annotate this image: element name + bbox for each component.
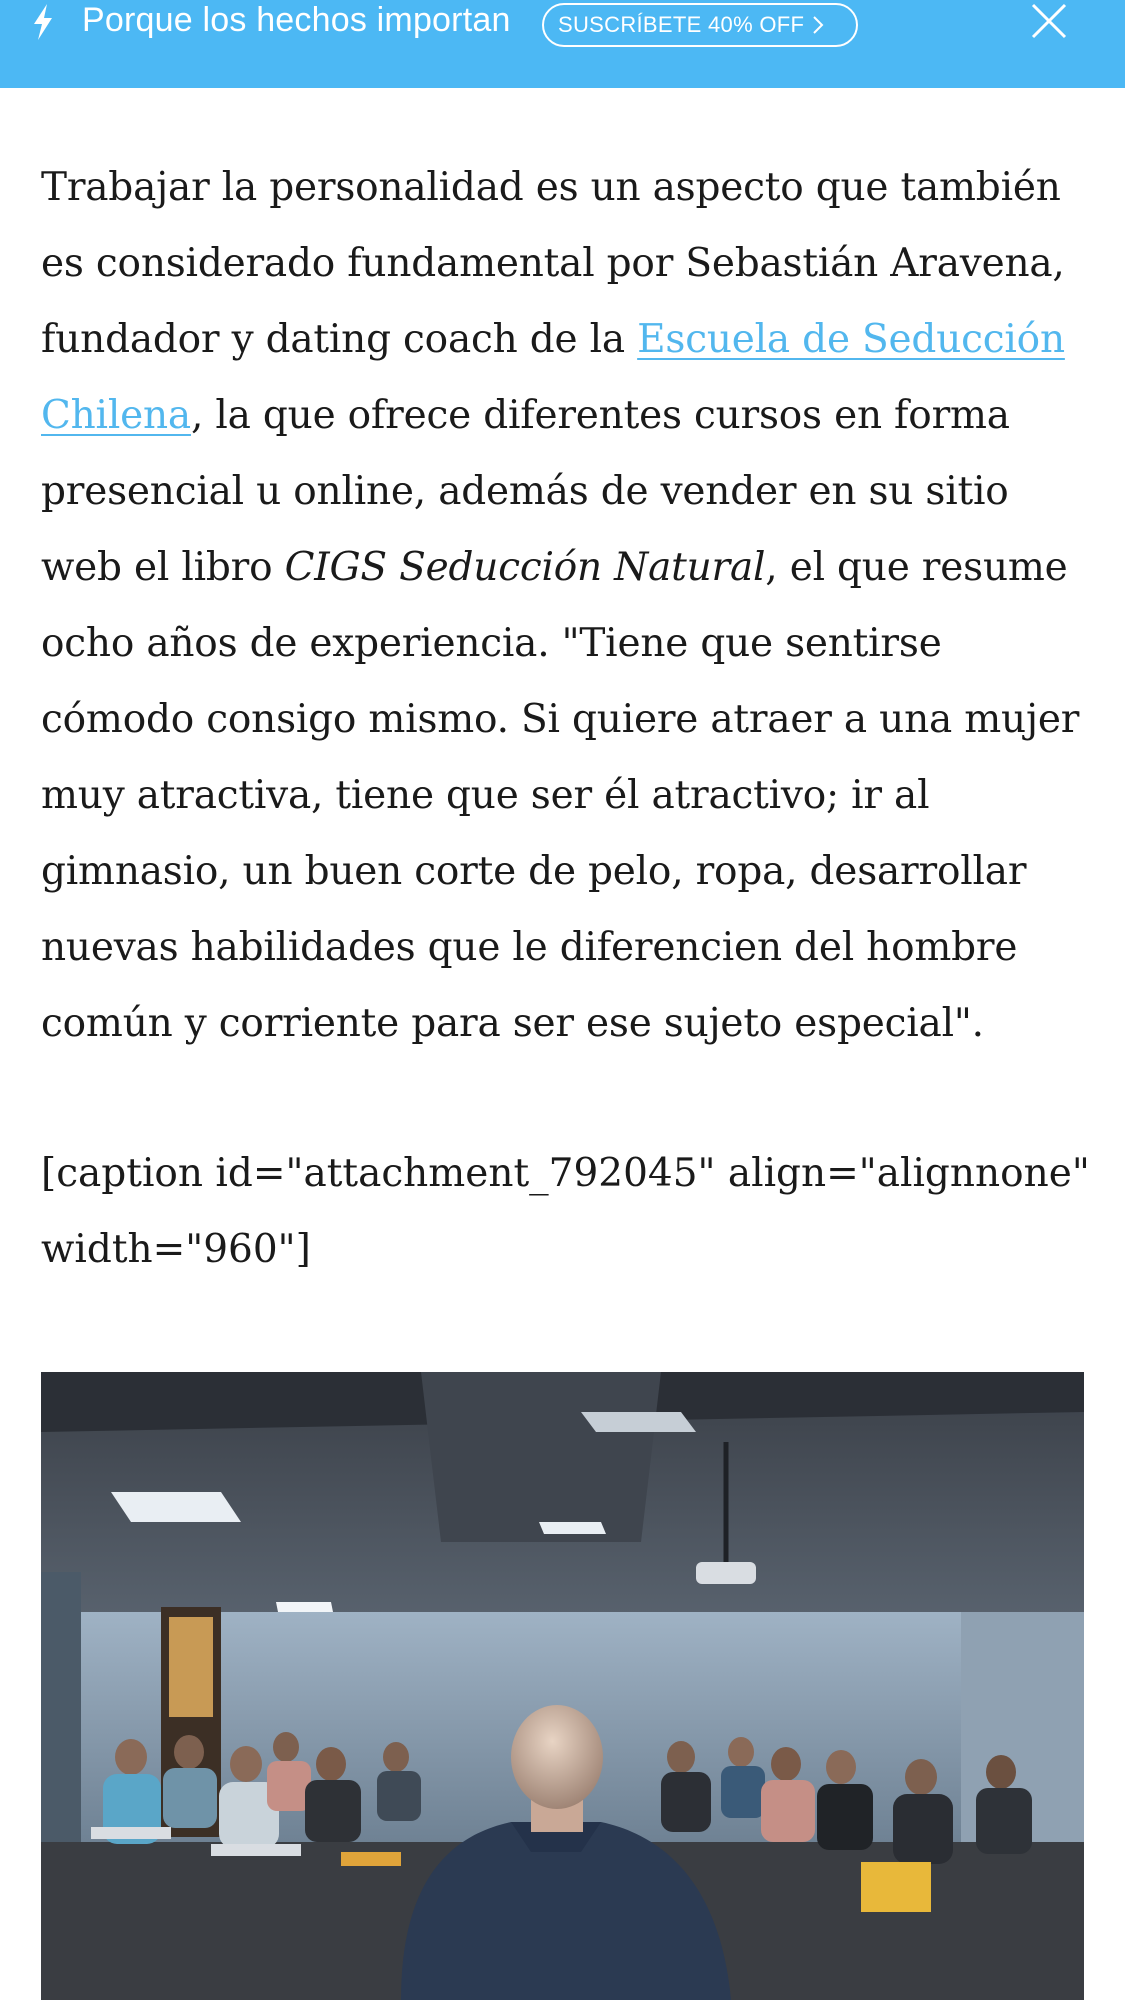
lightning-bolt-icon <box>28 2 58 42</box>
article-photo <box>41 1372 1084 2000</box>
escuela-seduccion-link[interactable]: Escuela de Seducción Chilena <box>41 317 1065 438</box>
subscribe-button[interactable] <box>542 3 858 47</box>
close-icon[interactable] <box>1030 2 1068 40</box>
promo-text: Porque los hechos importan <box>82 1 511 39</box>
article-body <box>41 150 1091 1062</box>
caption-shortcode: [caption id="attachment_792045" align="alignnone" width="960"] <box>41 1151 1090 1272</box>
article-paragraph <box>41 150 1091 1062</box>
paragraph-text-3: , el que resume ocho años de experiencia. "Tiene que sentirse cómodo consigo mismo. Si quiere atraer a una mujer muy atractiva, tiene que ser él atractivo; ir al gimnasio, un buen corte de pelo, ropa, desarrollar nuevas habilidades que le diferencien del hombre común y corriente para ser ese sujeto especial". <box>41 545 1080 1046</box>
promo-banner <box>0 0 1125 88</box>
chevron-right-icon <box>812 15 824 35</box>
classroom-photo-illustration <box>41 1372 1084 2000</box>
subscribe-button-label: SUSCRÍBETE 40% OFF <box>558 12 805 37</box>
book-title: CIGS Seducción Natural <box>284 545 766 590</box>
paragraph-text-2: , la que ofrece diferentes cursos en forma presencial u online, además de vender en su sitio web el libro <box>41 393 1010 590</box>
paragraph-text-1: Trabajar la personalidad es un aspecto que también es considerado fundamental por Sebastián Aravena, fundador y dating coach de la <box>41 165 1065 362</box>
